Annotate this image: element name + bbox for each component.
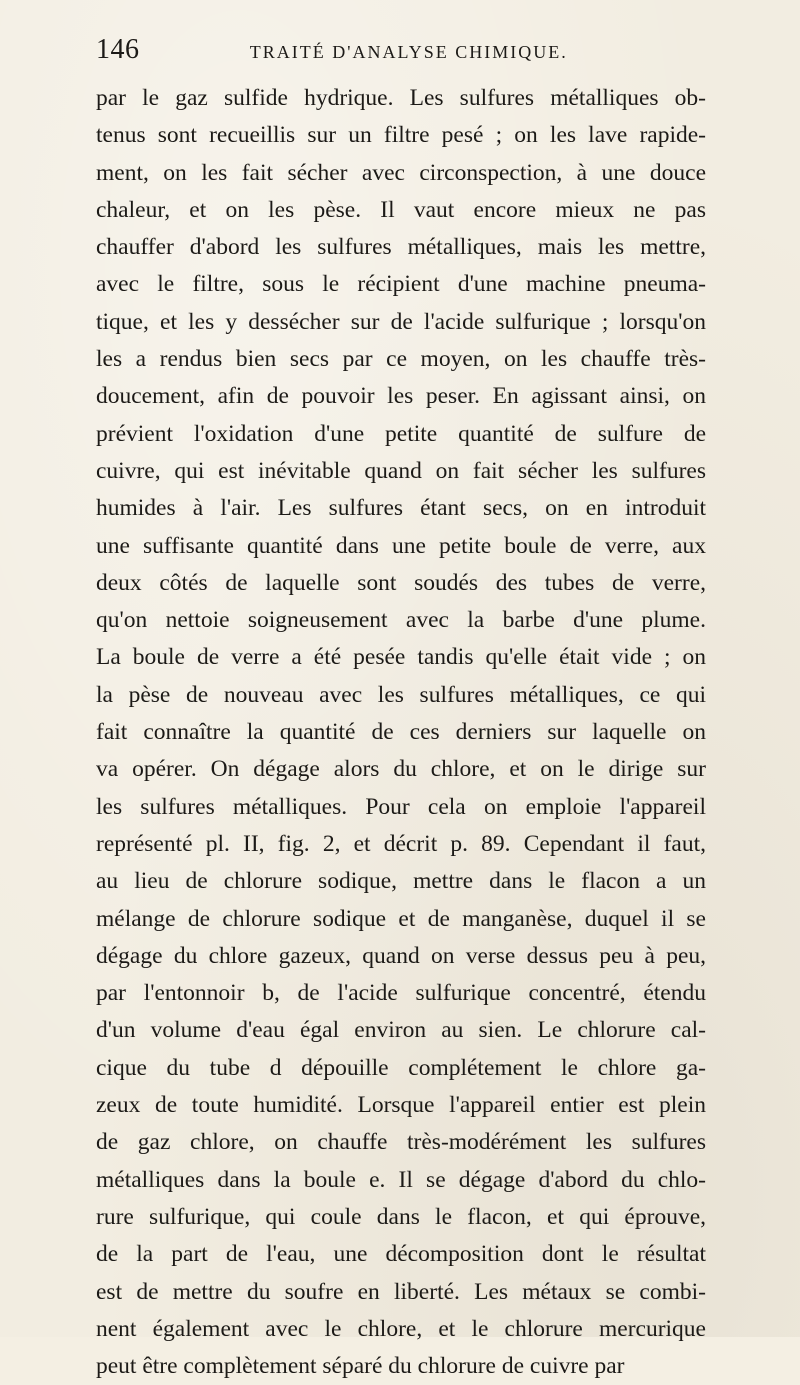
text-line: mélange de chlorure sodique et de manganèse, duquel il se (96, 905, 706, 932)
text-line: dégage du chlore gazeux, quand on verse dessus peu à peu, (96, 942, 706, 969)
text-line: fait connaître la quantité de ces derniers sur laquelle on (96, 719, 706, 746)
body-text (96, 80, 706, 1385)
running-head: TRAITÉ D'ANALYSE CHIMIQUE. (249, 42, 568, 62)
text-line: chauffer d'abord les sulfures métalliques, mais les mettre, (96, 234, 706, 261)
page-number: 146 (96, 34, 140, 65)
text-line: qu'on nettoie soigneusement avec la barbe d'une plume. (96, 607, 706, 634)
text-line: doucement, afin de pouvoir les peser. En agissant ainsi, on (96, 383, 706, 410)
text-line: cuivre, qui est inévitable quand on fait sécher les sulfures (96, 457, 706, 484)
text-line: avec le filtre, sous le récipient d'une machine pneuma- (96, 271, 706, 298)
text-line: une suffisante quantité dans une petite boule de verre, aux (96, 532, 706, 559)
text-line: est de mettre du soufre en liberté. Les métaux se combi- (96, 1278, 706, 1305)
text-line: cique du tube d dépouille complétement le chlore ga- (96, 1054, 706, 1081)
text-line: de la part de l'eau, une décomposition dont le résultat (96, 1241, 706, 1268)
text-line: nent également avec le chlore, et le chlorure mercurique (96, 1315, 706, 1342)
text-line: ment, on les fait sécher avec circonspection, à une douce (96, 159, 706, 186)
text-line: La boule de verre a été pesée tandis qu'elle était vide ; on (96, 644, 706, 671)
text-line: tique, et les y dessécher sur de l'acide sulfurique ; lorsqu'on (96, 308, 706, 335)
page-header (96, 34, 708, 74)
text-line: la pèse de nouveau avec les sulfures métalliques, ce qui (96, 681, 706, 708)
text-line: humides à l'air. Les sulfures étant secs, on en introduit (96, 495, 706, 522)
text-line: prévient l'oxidation d'une petite quantité de sulfure de (96, 420, 706, 447)
text-line: va opérer. On dégage alors du chlore, et on le dirige sur (96, 756, 706, 783)
text-line: tenus sont recueillis sur un filtre pesé ; on les lave rapide- (96, 122, 706, 149)
text-line: les sulfures métalliques. Pour cela on emploie l'appareil (96, 793, 706, 820)
text-line: les a rendus bien secs par ce moyen, on les chauffe très- (96, 346, 706, 373)
text-line: peut être complètement séparé du chlorure de cuivre par (96, 1353, 625, 1380)
text-line: au lieu de chlorure sodique, mettre dans le flacon a un (96, 868, 706, 895)
text-line: représenté pl. II, fig. 2, et décrit p. 89. Cependant il faut, (96, 830, 706, 857)
text-line: chaleur, et on les pèse. Il vaut encore mieux ne pas (96, 196, 706, 223)
text-line: de gaz chlore, on chauffe très-modérément les sulfures (96, 1129, 706, 1156)
text-line: métalliques dans la boule e. Il se dégage d'abord du chlo- (96, 1166, 706, 1193)
text-line: par le gaz sulfide hydrique. Les sulfures métalliques ob- (96, 85, 706, 111)
text-line: rure sulfurique, qui coule dans le flacon, et qui éprouve, (96, 1203, 706, 1230)
text-line: deux côtés de laquelle sont soudés des tubes de verre, (96, 569, 706, 596)
text-line: zeux de toute humidité. Lorsque l'appareil entier est plein (96, 1092, 706, 1119)
text-line: par l'entonnoir b, de l'acide sulfurique concentré, étendu (96, 980, 706, 1007)
text-line: d'un volume d'eau égal environ au sien. Le chlorure cal- (96, 1017, 706, 1044)
